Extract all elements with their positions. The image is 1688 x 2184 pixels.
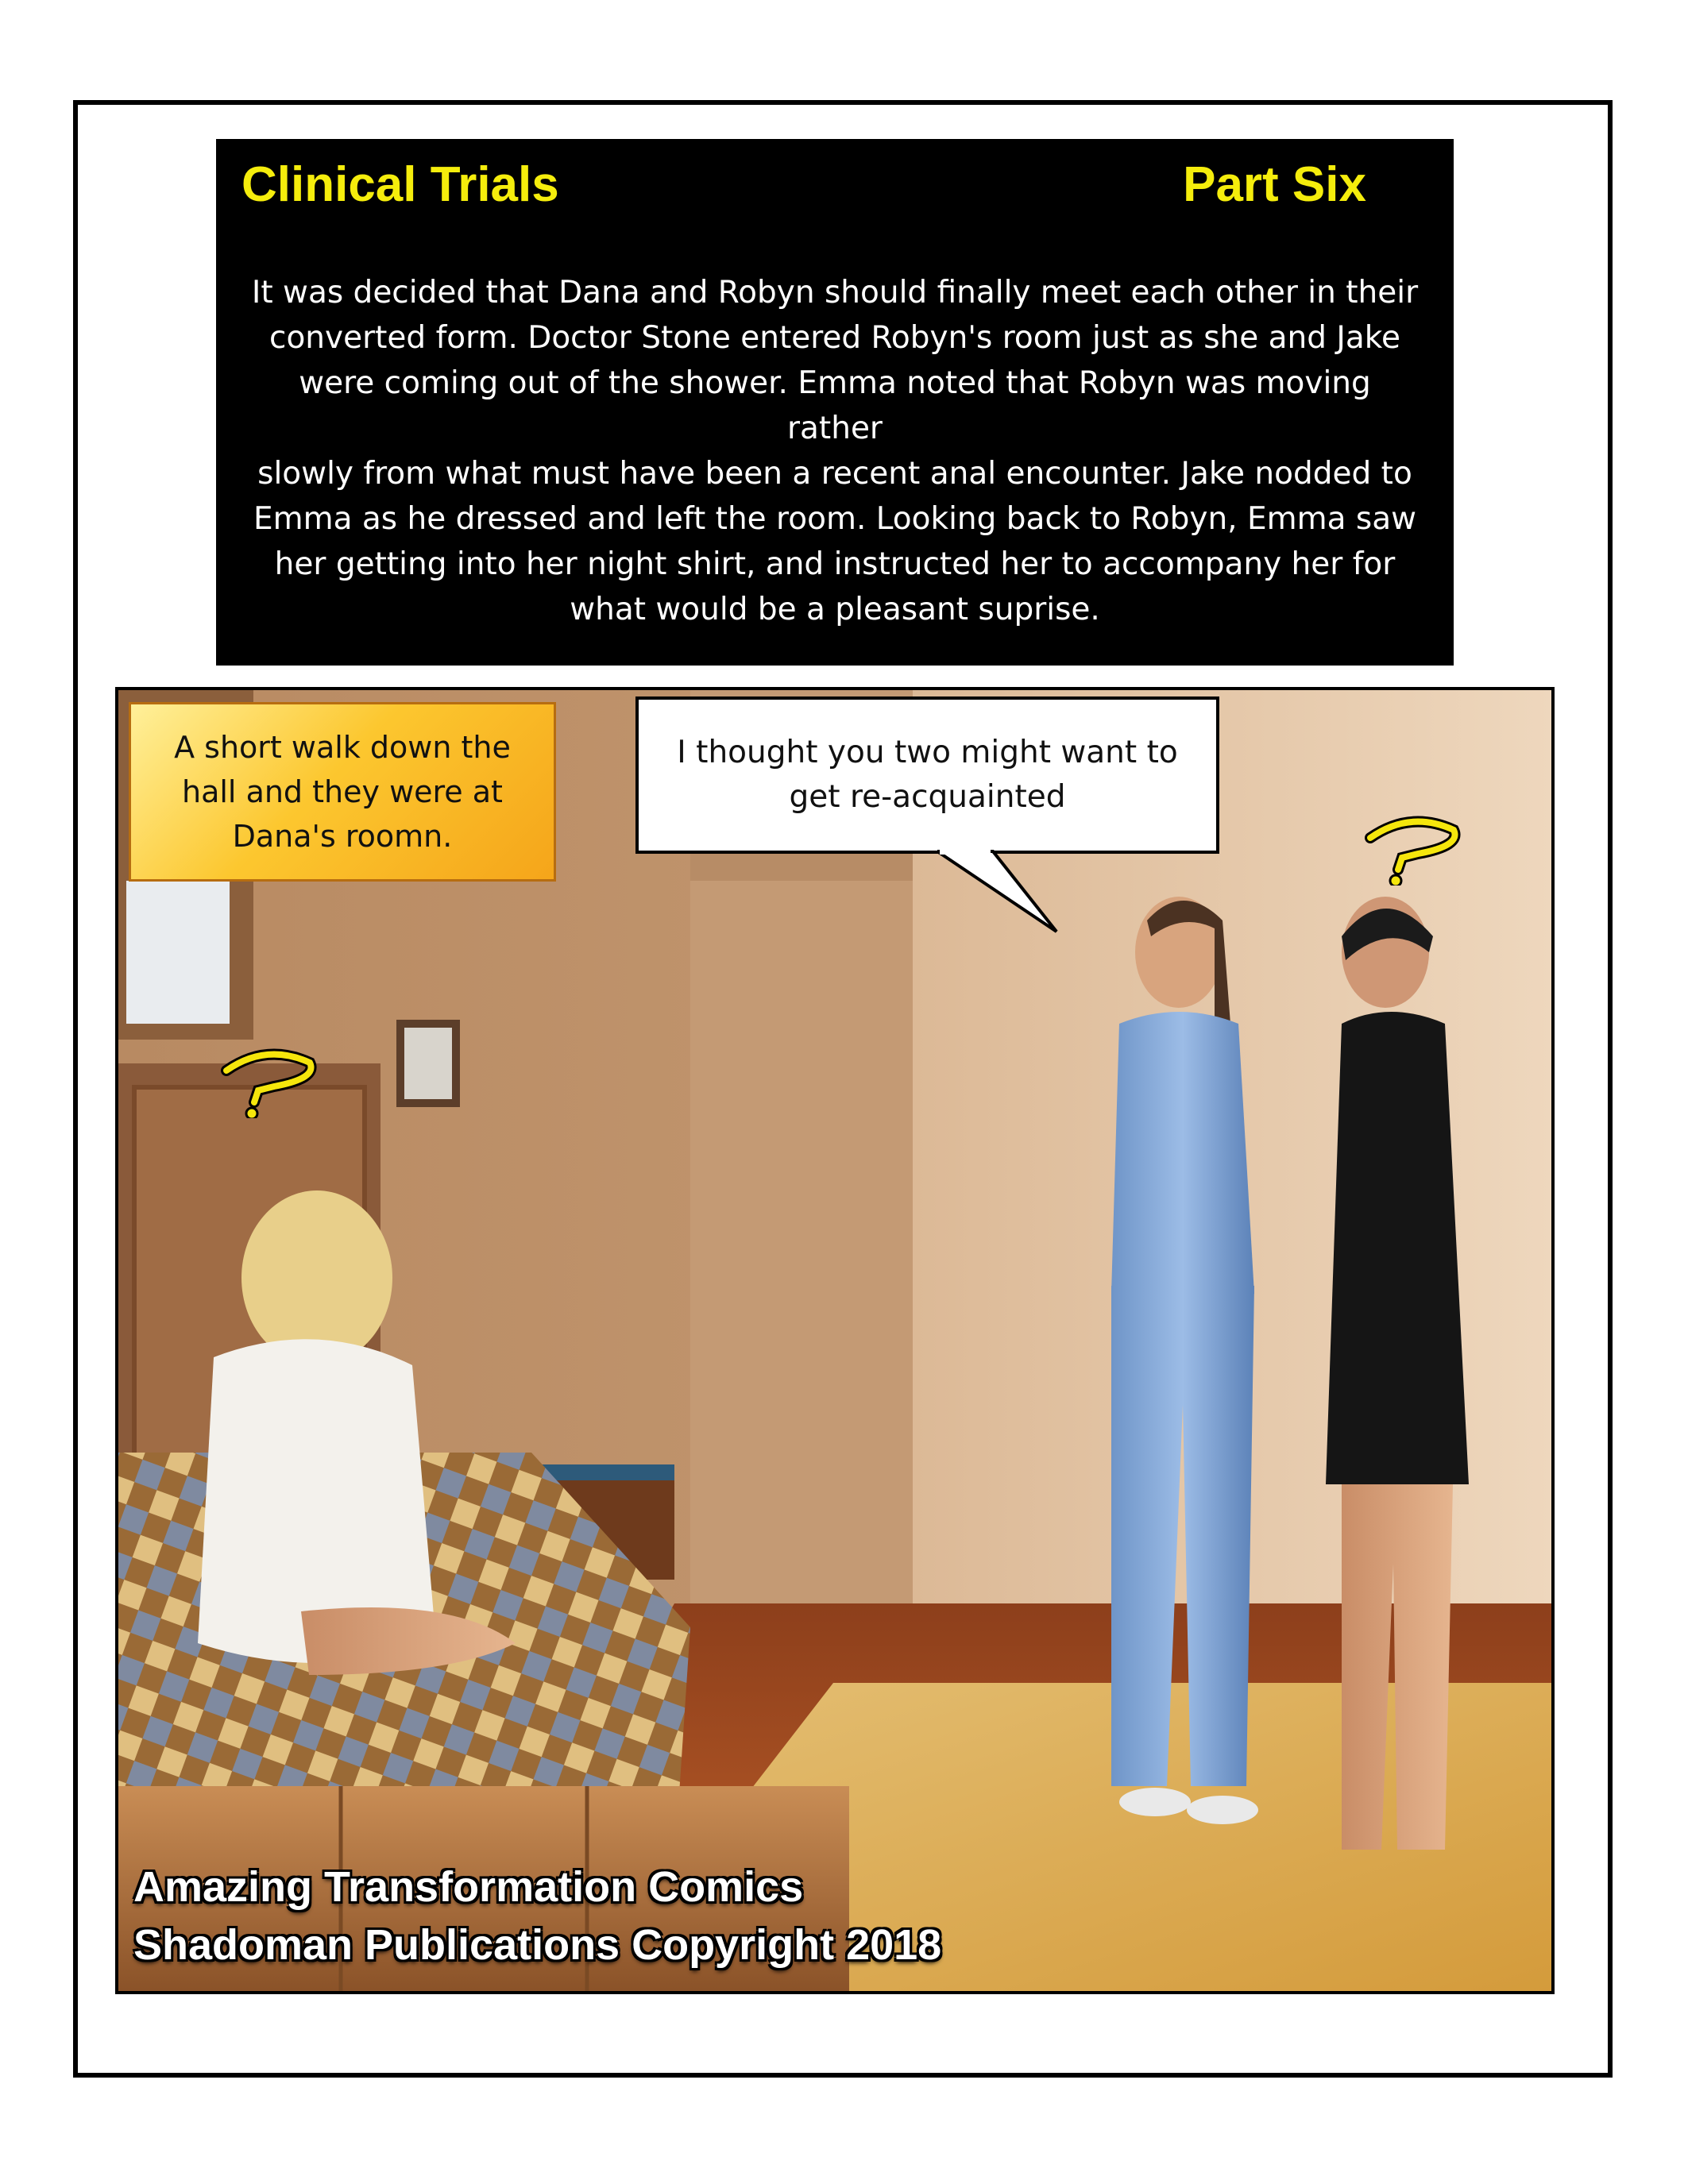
- question-mark-icon: [1354, 814, 1466, 886]
- speech-line: I thought you two might want to: [677, 735, 1178, 770]
- credit-series: Amazing Transformation Comics: [133, 1863, 804, 1911]
- intro-line: what would be a pleasant suprise.: [570, 592, 1100, 627]
- intro-line: It was decided that Dana and Robyn should finally meet each other in their: [251, 275, 1419, 311]
- caption-line: A short walk down the: [174, 730, 511, 765]
- intro-line: Emma as he dressed and left the room. Looking back to Robyn, Emma saw: [253, 501, 1417, 537]
- part-label: Part Six: [1183, 157, 1366, 212]
- narration-caption: [129, 702, 556, 882]
- intro-line: converted form. Doctor Stone entered Robyn's room just as she and Jake: [269, 320, 1400, 356]
- question-mark-icon: [211, 1047, 322, 1118]
- speech-bubble-tail: [937, 848, 1064, 936]
- comic-panel: [115, 687, 1555, 1994]
- bedroom-scene: [118, 690, 1551, 1991]
- speech-bubble: [635, 696, 1219, 854]
- story-title: Clinical Trials: [241, 157, 559, 212]
- story-header: [216, 139, 1454, 666]
- intro-line: were coming out of the shower. Emma noted that Robyn was moving rather: [299, 365, 1371, 446]
- intro-text: [248, 270, 1422, 632]
- speech-line: get re-acquainted: [789, 779, 1066, 815]
- credit-copyright: Shadoman Publications Copyright 2018: [133, 1921, 942, 1969]
- intro-line: slowly from what must have been a recent anal encounter. Jake nodded to: [257, 456, 1412, 492]
- caption-line: hall and they were at: [182, 774, 503, 809]
- caption-line: Dana's roomn.: [232, 819, 453, 854]
- intro-line: her getting into her night shirt, and instructed her to accompany her for: [274, 546, 1396, 582]
